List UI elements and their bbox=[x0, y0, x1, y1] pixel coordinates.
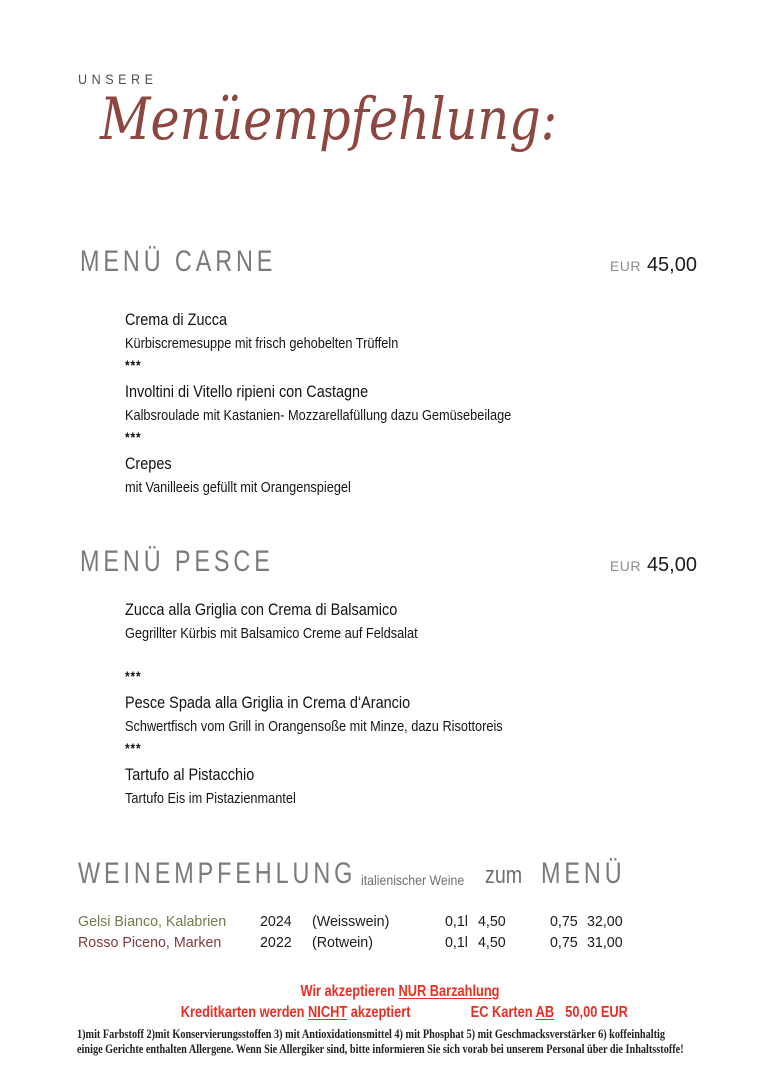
menu-pesce-title: MENÜ PESCE bbox=[80, 545, 274, 578]
course-separator: *** bbox=[125, 740, 142, 756]
course-item bbox=[125, 763, 569, 810]
wine-section-connector: zum bbox=[485, 862, 523, 889]
wine-section-title-suffix: MENÜ bbox=[541, 857, 626, 890]
course-item bbox=[125, 380, 579, 448]
wine-year: 2022 bbox=[260, 934, 292, 951]
payment-notice-line1 bbox=[104, 981, 696, 1002]
course-title: Crepes bbox=[125, 454, 172, 473]
course-separator: *** bbox=[125, 668, 142, 684]
wine-glass-size: 0,1l bbox=[445, 913, 468, 930]
wine-glass-size: 0,1l bbox=[445, 934, 468, 951]
course-title: Tartufo al Pistacchio bbox=[125, 765, 255, 784]
currency-label: EUR bbox=[609, 558, 641, 574]
course-description: mit Vanilleeis gefüllt mit Orangenspiegel bbox=[125, 479, 351, 496]
wine-bottle-size: 0,75 bbox=[550, 913, 578, 930]
payment-text: Wir akzeptieren bbox=[300, 983, 399, 1000]
payment-text-underlined: NUR Barzahlung bbox=[398, 983, 500, 1000]
menu-carne-header bbox=[80, 244, 697, 280]
wine-type: (Weisswein) bbox=[312, 913, 390, 930]
menu-pesce-courses bbox=[125, 598, 569, 810]
wine-table bbox=[78, 911, 625, 953]
payment-text: Kreditkarten werden bbox=[180, 1004, 309, 1021]
footnote-line1: 1)mit Farbstoff 2)mit Konservierungsstoffen 3) mit Antioxidationsmittel 4) mit Phosphat 5) mit Geschmacksverstärker 6) koffeinhaltig bbox=[77, 1027, 665, 1041]
menu-pesce-price bbox=[610, 554, 697, 577]
course-title: Zucca alla Griglia con Crema di Balsamico bbox=[125, 600, 398, 619]
payment-credit-cards bbox=[181, 1002, 411, 1023]
course-item bbox=[125, 598, 569, 687]
wine-name: Rosso Piceno, Marken bbox=[78, 934, 222, 951]
payment-ec-amount: 50,00 EUR bbox=[565, 1004, 629, 1021]
wine-bottle-size: 0,75 bbox=[550, 934, 578, 951]
course-title: Involtini di Vitello ripieni con Castagne bbox=[125, 382, 369, 401]
wine-bottle-price: 32,00 bbox=[587, 913, 623, 930]
payment-text-underlined: NICHT bbox=[308, 1004, 348, 1021]
wine-glass-price: 4,50 bbox=[478, 934, 506, 951]
wine-bottle-price: 31,00 bbox=[587, 934, 623, 951]
wine-section-subtitle: italienischer Weine bbox=[361, 872, 465, 888]
wine-section-title: WEINEMPFEHLUNG bbox=[78, 857, 357, 890]
wine-name: Gelsi Bianco, Kalabrien bbox=[78, 913, 227, 930]
menu-pesce-header bbox=[80, 544, 697, 580]
eyebrow-label: UNSERE bbox=[78, 71, 158, 87]
menu-carne-title: MENÜ CARNE bbox=[80, 245, 277, 278]
currency-label: EUR bbox=[609, 258, 641, 274]
menu-carne-price bbox=[610, 254, 697, 277]
wine-year: 2024 bbox=[260, 913, 292, 930]
payment-notice bbox=[30, 981, 770, 1023]
course-separator: *** bbox=[125, 429, 142, 445]
footnote bbox=[77, 1027, 684, 1057]
footnote-line2: einige Gerichte enthalten Allergene. Wenn Sie Allergiker sind, bitte informieren Sie sich vorab bei unserem Personal über die Inhaltsstoffe! bbox=[77, 1042, 684, 1056]
course-description: Kalbsroulade mit Kastanien- Mozzarellafüllung dazu Gemüsebeilage bbox=[125, 407, 512, 424]
price-value: 45,00 bbox=[646, 254, 697, 276]
payment-text-underlined: AB bbox=[535, 1004, 555, 1021]
payment-ec-cards bbox=[471, 1002, 628, 1023]
course-item bbox=[125, 691, 569, 759]
menu-carne-courses bbox=[125, 308, 579, 499]
wine-type: (Rotwein) bbox=[312, 934, 373, 951]
course-description: Kürbiscremesuppe mit frisch gehobelten Trüffeln bbox=[125, 335, 399, 352]
payment-notice-line2 bbox=[30, 1002, 770, 1023]
course-title: Crema di Zucca bbox=[125, 310, 227, 329]
course-title: Pesce Spada alla Griglia in Crema d‘Arancio bbox=[125, 693, 411, 712]
course-description: Schwertfisch vom Grill in Orangensoße mit Minze, dazu Risottoreis bbox=[125, 718, 503, 735]
price-value: 45,00 bbox=[646, 554, 697, 576]
course-item bbox=[125, 452, 579, 499]
payment-text: EC Karten bbox=[470, 1004, 536, 1021]
course-description: Gegrillter Kürbis mit Balsamico Creme auf Feldsalat bbox=[125, 625, 418, 642]
course-separator: *** bbox=[125, 357, 142, 373]
page-title: Menüempfehlung: bbox=[100, 85, 558, 153]
course-item bbox=[125, 308, 579, 376]
wine-glass-price: 4,50 bbox=[478, 913, 506, 930]
payment-text: akzeptiert bbox=[347, 1004, 411, 1021]
course-description: Tartufo Eis im Pistazienmantel bbox=[125, 790, 296, 807]
